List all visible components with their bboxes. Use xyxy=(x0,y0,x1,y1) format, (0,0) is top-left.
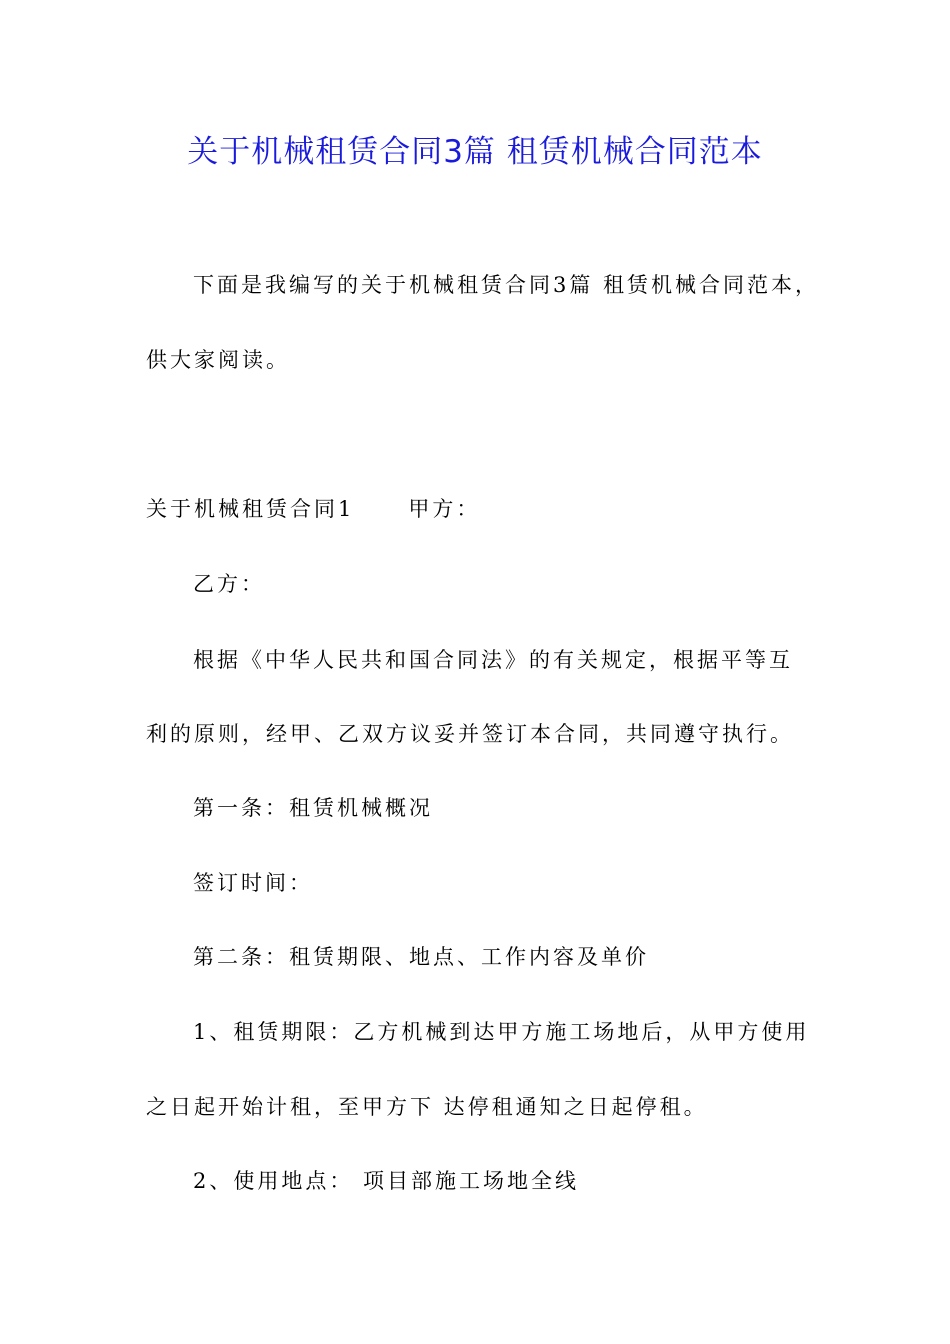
paragraph-line: 2、使用地点： 项目部施工场地全线 xyxy=(193,1169,580,1193)
party-a-label: 甲方： xyxy=(408,497,481,521)
article-1-heading: 第一条：租赁机械概况 xyxy=(193,796,433,820)
paragraph-line: 之日起开始计租，至甲方下 达停租通知之日起停租。 xyxy=(146,1095,708,1119)
document-title: 关于机械租赁合同3篇 租赁机械合同范本 xyxy=(187,134,763,170)
intro-line-1: 下面是我编写的关于机械租赁合同3篇 租赁机械合同范本， xyxy=(193,273,820,297)
article-2-heading: 第二条：租赁期限、地点、工作内容及单价 xyxy=(193,945,649,969)
paragraph-line: 1、租赁期限：乙方机械到达甲方施工场地后，从甲方使用 xyxy=(193,1020,810,1044)
intro-line-2: 供大家阅读。 xyxy=(146,348,290,372)
contract-heading: 关于机械租赁合同1 xyxy=(146,497,355,521)
contract-heading-line xyxy=(146,494,480,524)
paragraph-line: 利的原则，经甲、乙双方议妥并签订本合同，共同遵守执行。 xyxy=(146,722,794,746)
party-b-label: 乙方： xyxy=(193,572,265,596)
paragraph-line: 根据《中华人民共和国合同法》的有关规定，根据平等互 xyxy=(193,648,793,672)
signing-time-label: 签订时间： xyxy=(193,871,313,895)
